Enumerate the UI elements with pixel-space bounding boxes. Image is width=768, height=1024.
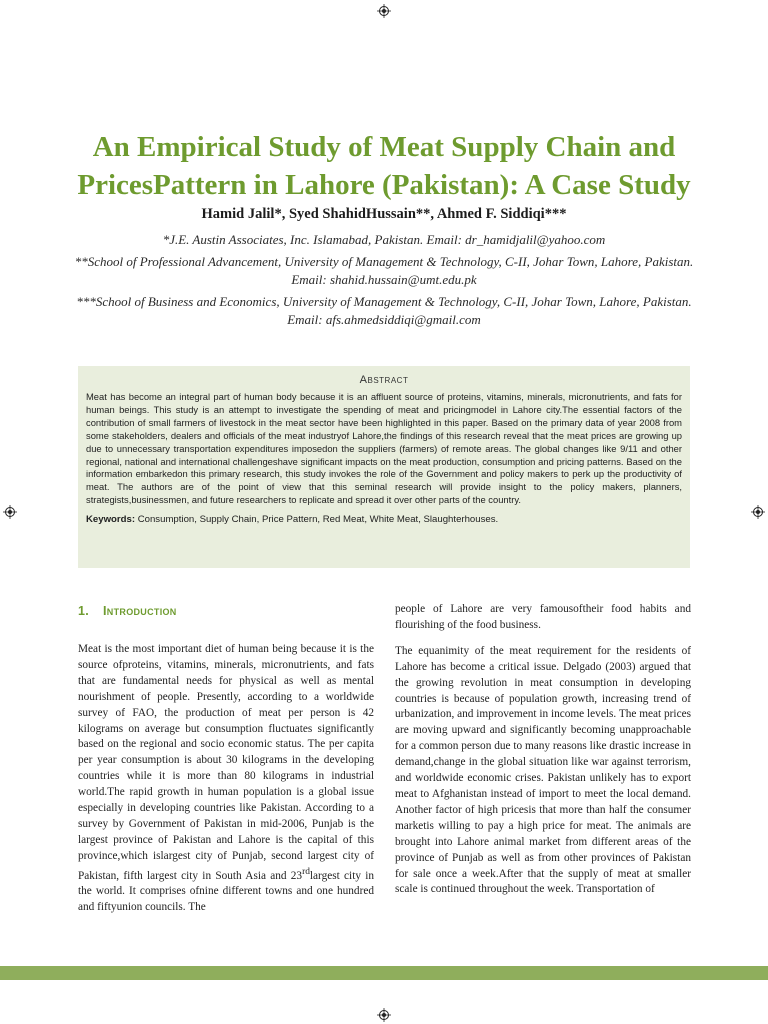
footer-bar [0,966,768,980]
paper-title: An Empirical Study of Meat Supply Chain and PricesPattern in Lahore (Pakistan): A Case Study [77,131,691,201]
registration-mark-icon [377,4,391,18]
body-text: Meat is the most important diet of human being because it is the source ofproteins, vitamins, minerals, micronutrients, and fats that are fundamental needs for physical as well as mental nourishment of people. Presently, according to a worldwide survey of FAO, the production of meat per person is 42 kilograms on average but consumption fluctuates significantly based on the regional and socio economic status. The per capita per year consumption is about 30 kilograms in the developing countries while it is more than 80 kilograms in industrial world.The rapid growth in human population is a global issue especially in developing countries like Pakistan. According to a survey by Government of Pakistan in mid-2006, Punjab is the largest province of Pakistan and Lahore is the capital of this province,which islargest city of Punjab, second largest city of Pakistan, fifth largest city in South Asia and 23 [78,643,374,882]
section-number: 1. [78,604,90,618]
registration-mark-icon [751,505,765,519]
body-column-left [78,642,374,916]
keywords-list: Consumption, Supply Chain, Price Pattern, Red Meat, White Meat, Slaughterhouses. [135,514,499,526]
ordinal-suffix: rd [302,866,310,877]
body-paragraph [78,642,374,916]
affiliation-2: **School of Professional Advancement, University of Management & Technology, C-II, Johar Town, Lahore, Pakistan. Email: shahid.hussain@umt.edu.pk [74,254,694,287]
author-list: Hamid Jalil*, Syed ShahidHussain**, Ahmed F. Siddiqi*** [201,206,567,222]
abstract-heading: Abstract [359,374,409,386]
body-paragraph: people of Lahore are very famousoftheir food habits and flourishing of the food business. [395,603,691,631]
affiliation-3: ***School of Business and Economics, University of Management & Technology, C-II, Johar Town, Lahore, Pakistan. Email: afs.ahmedsiddiqi@gmail.com [76,294,692,327]
body-column-right [395,602,691,898]
abstract-text: Meat has become an integral part of human body because it is an affluent source of proteins, vitamins, minerals, micronutrients, and fats for human beings. This study is an attempt to investigate the spending of meat and pricingmodel in Lahore city.The essential factors of the contribution of small farmers of livestock in the meat sector have been highlighted in this paper. Based on the primary data of year 2008 from some stakeholders, dealers and officials of the meat industryof Lahore,the findings of this research reveal that the meat prices are growing up due to unnecessary transportation expenditures imposedon the suppliers (farmers) of remote areas. The global changes like 9/11 and other regional, national and international challengeshave significant impacts on the meat production, consumption and pricing patterns. Based on the information embarkedon this primary research, this study invokes the role of the Government and policy makers to perk up the productivity of meat. The authors are of the point of view that this seminal research will provide insight to the policy makers, planners, strategists,businessmen, and future researchers to replicate and spread it over other parts of the country. [86,391,682,506]
registration-mark-icon [377,1008,391,1022]
affiliation-1: *J.E. Austin Associates, Inc. Islamabad, Pakistan. Email: dr_hamidjalil@yahoo.com [162,232,606,247]
registration-mark-icon [3,505,17,519]
section-title: Introduction [103,604,177,618]
body-paragraph: The equanimity of the meat requirement for the residents of Lahore has become a critical issue. Delgado (2003) argued that the growing revolution in meat consumption in developing countries is because of population growth, increasing trend of urbanization, and improvement in income levels. The meat prices are moving upward and significantly becoming unapproachable for a common person due to many reasons like drastic increase in demand,change in the global situation like war against terrorism, and worldwide economic crises. Pakistan unlikely has to export meat to Afghanistan instead of import to meet the local demand. Another factor of high pricesis that more than half the consumer marketis willing to pay a high price for meat. The animals are brought into Lahore animal market from different areas of the province of Punjab as well as from other provinces of Pakistan for sale once a week.After that the supply of meat at smaller scale is continued throughout the week. Transportation of [395,644,691,896]
section-heading-introduction [78,604,177,618]
keywords-line [86,514,682,525]
body-text: largest city in the world. It comprises ofnine different towns and one hundred and fiftyunion councils. The [78,869,374,914]
abstract-box [78,366,690,568]
keywords-label: Keywords: [86,514,136,526]
